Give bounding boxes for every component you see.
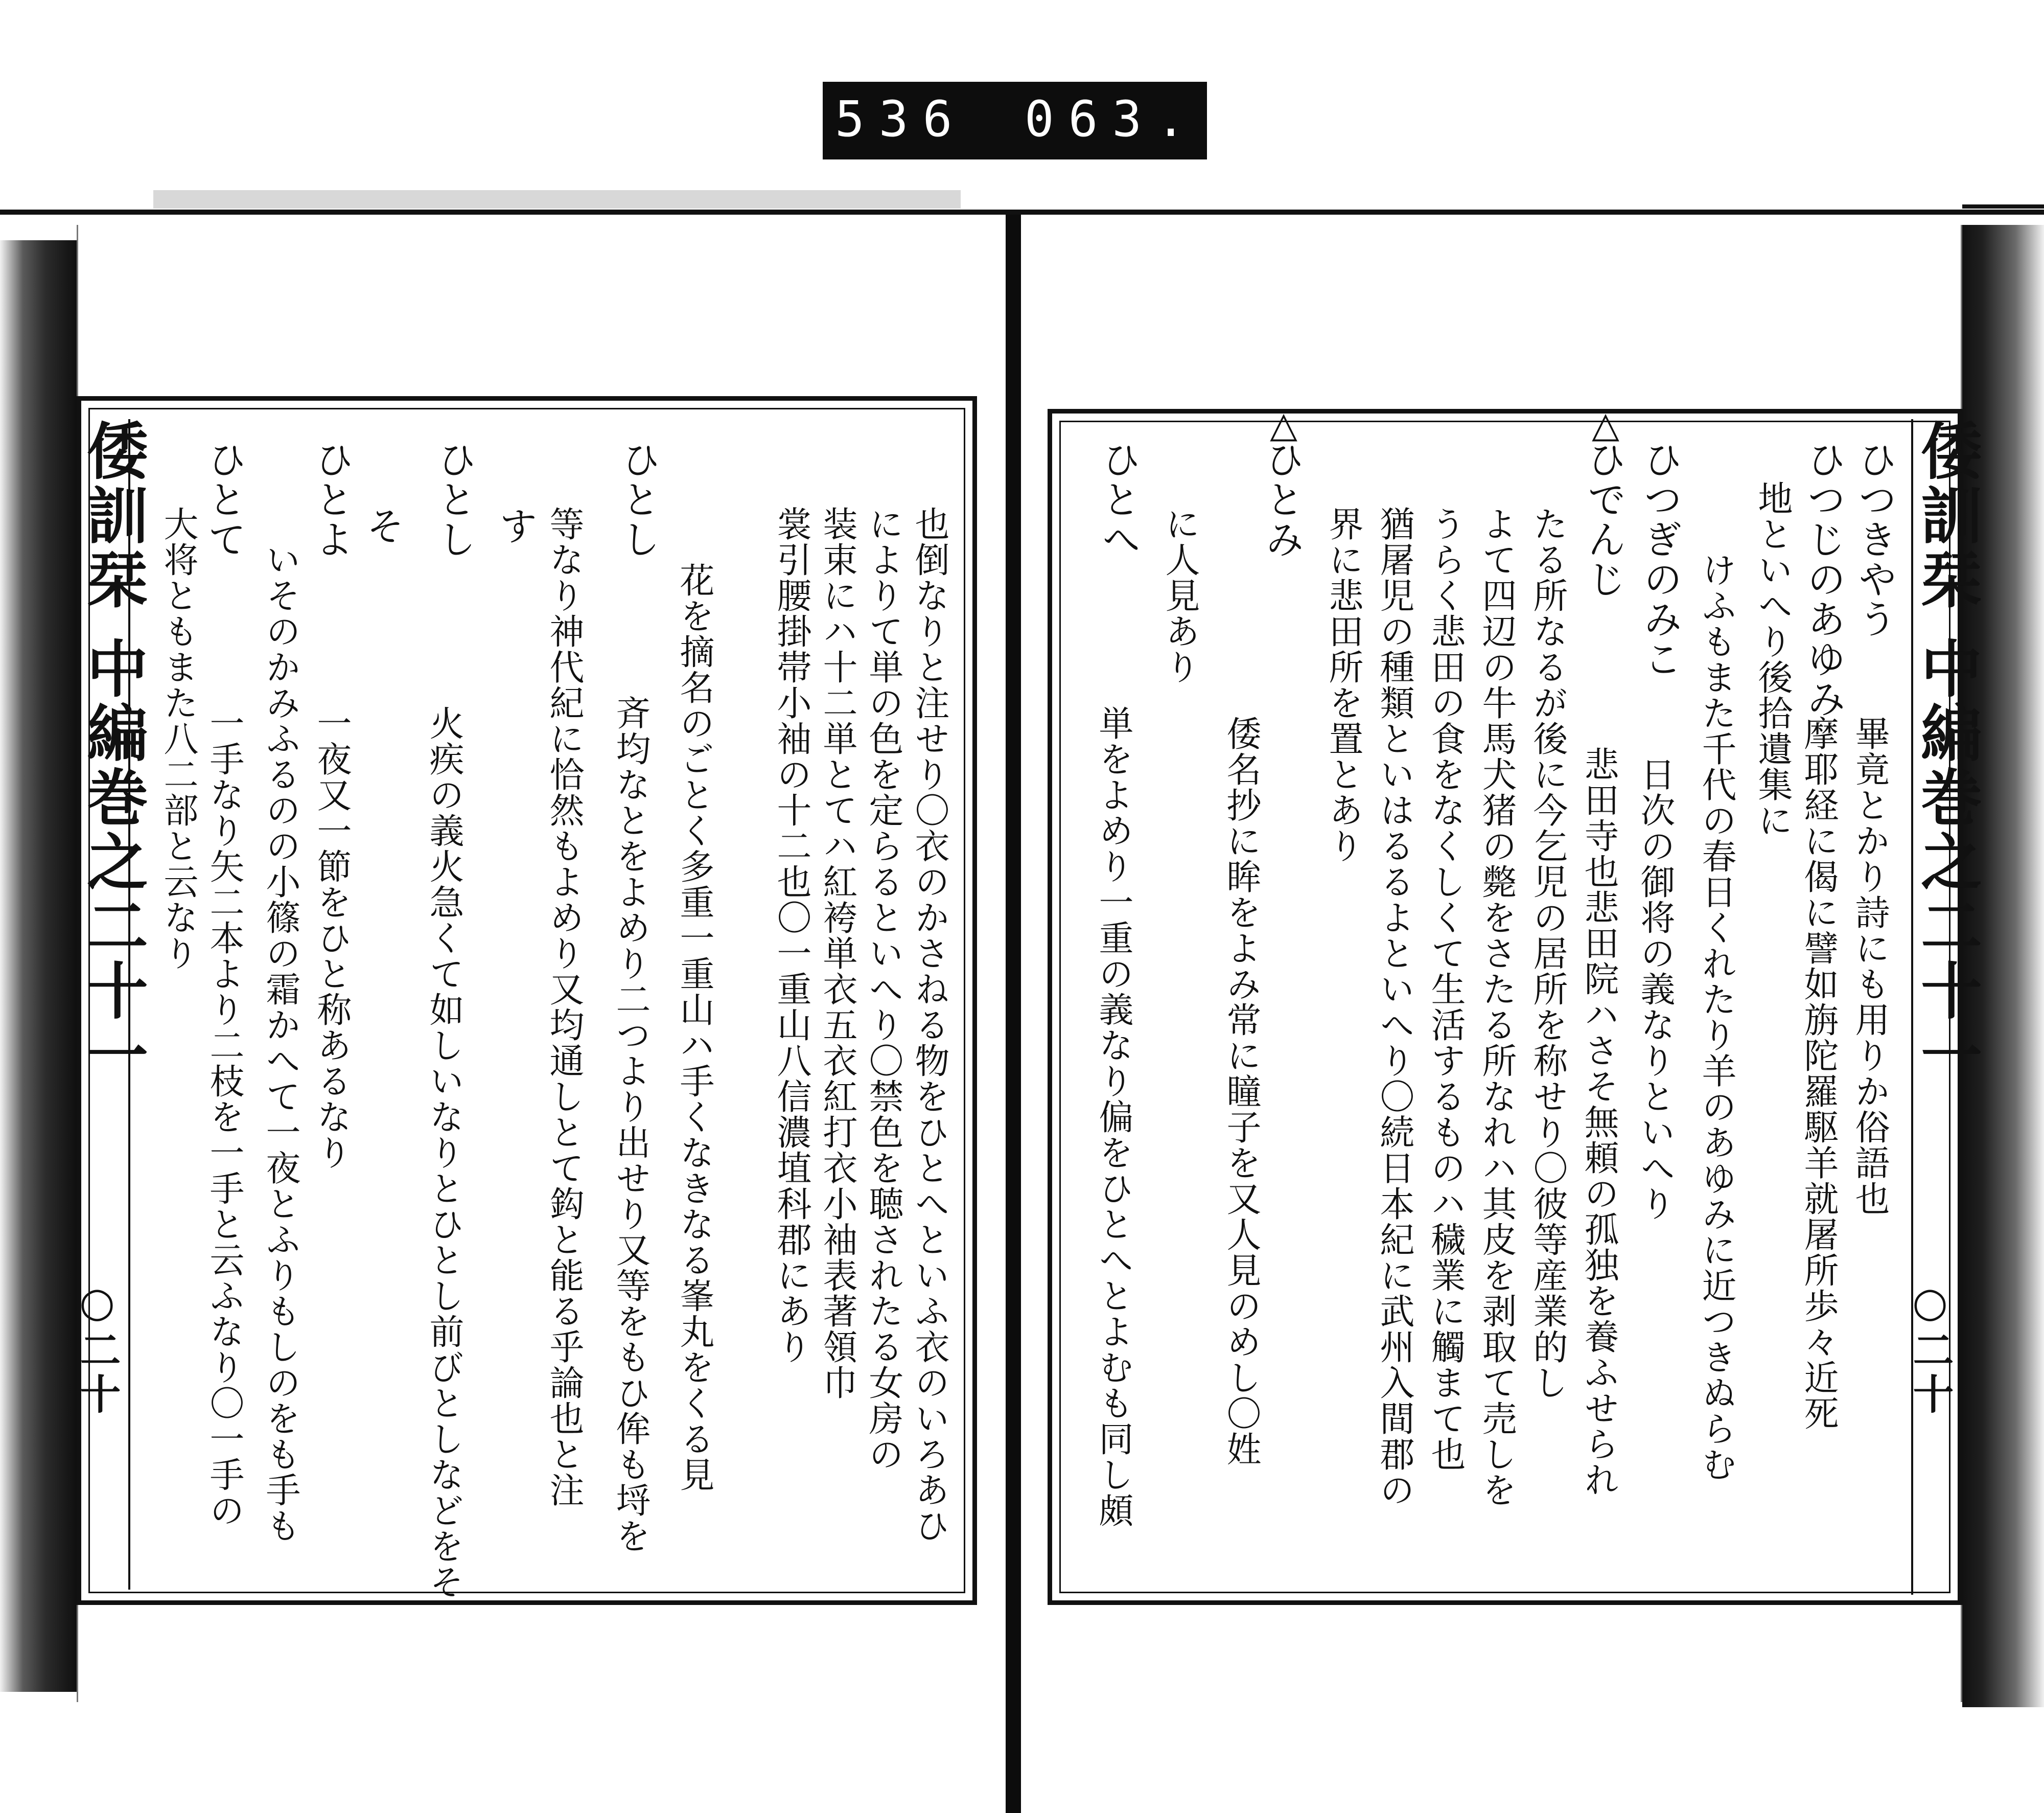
entry-heading: ひとて: [201, 440, 247, 559]
text-column: いそのかみふるのの小篠の霜かへて一夜とふりもしのをも手も: [260, 542, 300, 1544]
entry-heading: ひつじのあゆみ: [1801, 440, 1846, 719]
entry-heading: ひでんじ: [1581, 440, 1627, 599]
entry-heading: ひとし: [431, 440, 477, 559]
book-gutter: [1006, 215, 1021, 1813]
text-column: 也倒なりと注せり〇衣のかさねる物をひとへといふ衣のいろあひ: [909, 506, 949, 1544]
text-column: によりて単の色を定らるといへり〇禁色を聴されたる女房の: [863, 506, 903, 1472]
text-column: そ: [360, 506, 405, 546]
left-page-title: 倭訓栞 中編巻之二十一: [77, 419, 149, 1088]
text-column: 摩耶経に偈に譬如旃陀羅駆羊就屠所歩々近死: [1798, 716, 1839, 1431]
text-column: 単をよめり一重の義なり偏をひとへとよむも同し頗: [1093, 705, 1133, 1528]
text-column: よて四辺の牛馬犬猪の斃をさたる所なれハ其皮を剥取て売しを: [1476, 506, 1517, 1508]
text-column: に人見あり: [1159, 506, 1200, 685]
book-edge-left: [0, 240, 77, 1692]
text-column: 一手なり矢二本より二枝を一手と云ふなり〇一手の: [204, 705, 244, 1528]
text-column: 裳引腰掛帯小袖の十二也〇一重山八信濃埴科郡にあり: [771, 506, 811, 1365]
text-column: 悲田寺也悲田院ハさそ無頼の孤独を養ふせられ: [1578, 746, 1619, 1498]
top-rule: [0, 210, 2044, 215]
text-column: 一夜又一節をひと称あるなり: [311, 705, 352, 1171]
text-column: 等なり神代紀に恰然もよめり又均通しとて鈎と能る乎論也と注: [544, 506, 584, 1508]
text-column: 猶屠児の種類といはるるよといへり〇続日本紀に武州入間郡の: [1374, 506, 1414, 1508]
text-column: 地といへり後拾遺集に: [1752, 480, 1793, 838]
text-column: 畢竟とかり詩にも用りか俗語也: [1849, 716, 1890, 1217]
text-column: けふもまた千代の春日くれたり羊のあゆみに近つきぬらむ: [1696, 552, 1736, 1482]
text-column: 装束にハ十二単とてハ紅袴単衣五衣紅打衣小袖表著領巾: [817, 506, 857, 1401]
text-column: うらく悲田の食をなくしくて生活するものハ穢業に觸まて也: [1425, 506, 1466, 1472]
entry-heading: ひとへ: [1096, 440, 1141, 559]
scan-number-label: [823, 82, 1207, 159]
entry-heading: ひとし: [615, 440, 661, 559]
right-page-title: 倭訓栞 中編巻之二十一: [1911, 419, 1983, 1088]
entry-heading: ひとよ: [309, 440, 354, 559]
entry-heading: ひつきやう: [1852, 440, 1897, 639]
text-column: 花を摘名のごとく多重一重山ハ手くなきなる峯丸をくる見: [674, 562, 714, 1493]
text-column: 大将ともまた八二部と云なり: [158, 506, 198, 971]
label-right-number: 063.: [1024, 90, 1200, 148]
text-column: 倭名抄に眸をよみ常に瞳子を又人見のめし〇姓: [1221, 716, 1261, 1467]
triangle-marker-icon: △: [1263, 404, 1305, 447]
text-column: 火疾の義火急くて如しいなりとひとし前びとしなどをそ: [424, 705, 464, 1600]
top-rule-right: [1962, 204, 2044, 209]
entry-heading: ひつぎのみこ: [1637, 440, 1683, 679]
text-column: す: [493, 506, 538, 546]
text-column: たる所なるが後に今乞児の居所を称せり〇彼等産業的し: [1527, 506, 1568, 1401]
entry-heading: ひとみ: [1259, 440, 1305, 559]
text-column: 斉均なとをよめり二つより出せり又等をもひ侔も埒を: [610, 695, 651, 1554]
text-column: 日次の御将の義なりといへり: [1635, 756, 1675, 1222]
right-page-number: ○二十: [1906, 1278, 1954, 1417]
scan-shadow: [153, 190, 961, 209]
text-column: 界に悲田所を置とあり: [1323, 506, 1363, 864]
triangle-marker-icon: △: [1585, 404, 1627, 447]
label-left-number: 536: [835, 90, 967, 148]
left-page-number: ○二十: [73, 1278, 121, 1417]
